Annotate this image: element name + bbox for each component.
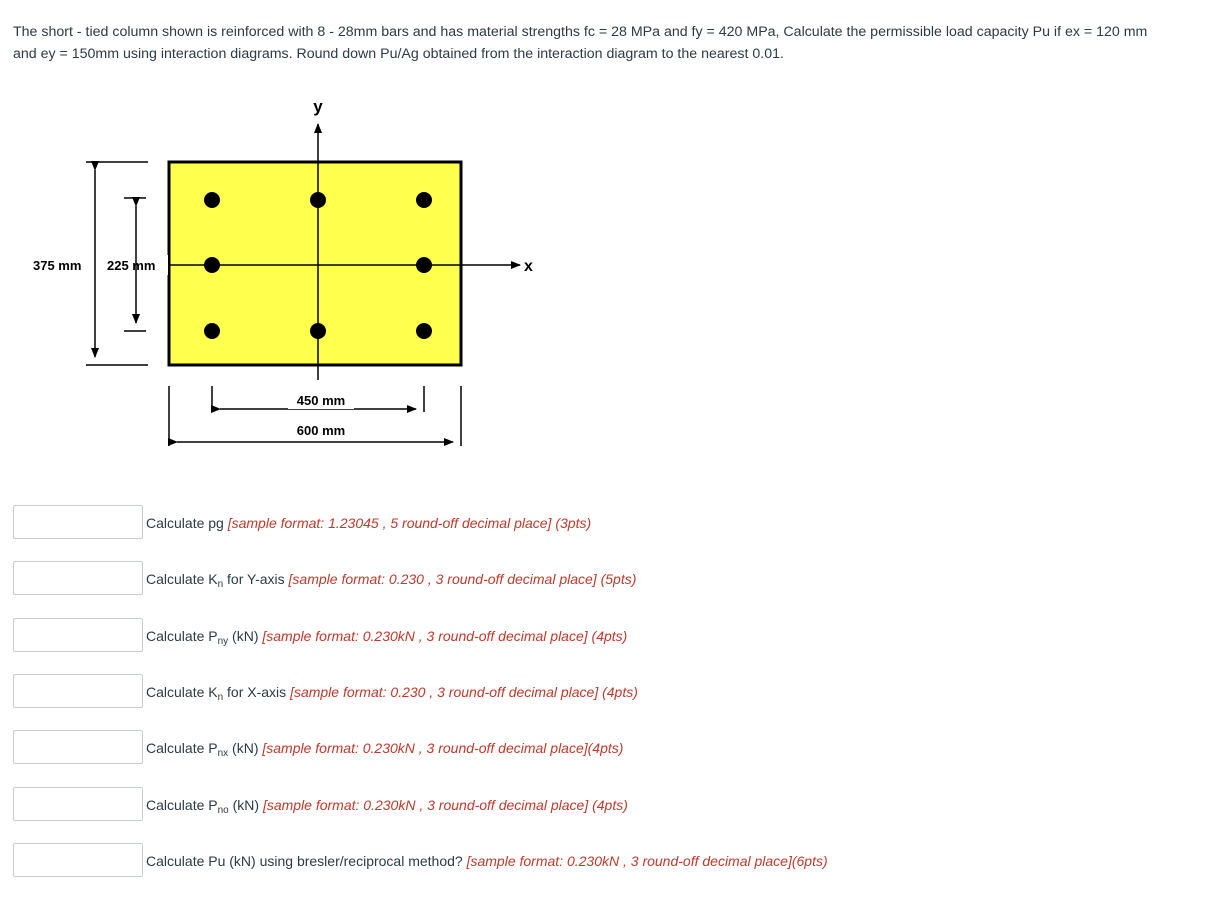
question-hint: [sample format: 0.230kN , 3 round-off decimal place](4pts) [262,740,624,756]
answer-input-kn-x[interactable] [13,674,143,708]
outer-width-label: 600 mm [296,423,346,438]
answer-input-pg[interactable] [13,505,143,539]
outer-height-label: 375 mm [33,258,82,273]
question-label: Calculate $P_{no}$ (kN) [sample format: 0.230kN , 3 round-off decimal place] (4pts) [146,797,628,816]
column-section-figure [0,90,620,470]
question-label: Calculate $P_{nx}$ (kN) [sample format: 0.230kN , 3 round-off decimal place](4pts) [146,740,624,759]
problem-line-2: and ey = 150mm using interaction diagrams. Round down Pu/Ag obtained from the interaction diagram to the nearest 0.01. [13,45,784,62]
answer-input-pny[interactable] [13,618,143,652]
question-row-kn-x [13,674,1193,710]
rebar [416,323,432,339]
answer-input-pu[interactable] [13,843,143,877]
answer-input-pno[interactable] [13,787,143,821]
question-hint: [sample format: 0.230 , 3 round-off decimal place] (4pts) [290,684,638,700]
question-row-pny [13,618,1193,654]
question-label: Calculate $P_{ny}$ (kN) [sample format: 0.230kN , 3 round-off decimal place] (4pts) [146,628,628,647]
rebar [204,323,220,339]
question-row-pnx [13,730,1193,766]
answer-input-kn-y[interactable] [13,561,143,595]
x-axis-label: x [524,258,533,275]
problem-line-1: The short - tied column shown is reinforced with 8 - 28mm bars and has material strengths fc = 28 MPa and fy = 420 MPa, Calculate the permissible load capacity Pu if ex = 120 mm [13,24,1148,40]
rebar [416,192,432,208]
question-row-pno [13,787,1193,823]
rebar [416,257,432,273]
rebar [204,257,220,273]
rebar [310,192,326,208]
question-hint: [sample format: 0.230kN , 3 round-off decimal place] (4pts) [262,628,628,644]
rebar [204,192,220,208]
question-label: Calculate Pu (kN) using bresler/reciprocal method? [sample format: 0.230kN , 3 round-off decimal place](6pts) [146,853,828,869]
rebar [310,323,326,339]
inner-width-label: 450 mm [296,393,346,408]
answer-input-pnx[interactable] [13,730,143,764]
question-row-pu [13,843,1193,879]
question-label: Calculate pg [sample format: 1.23045 , 5 round-off decimal place] (3pts) [146,515,592,531]
question-hint: [sample format: 0.230kN , 3 round-off decimal place] (4pts) [262,797,628,813]
problem-statement [13,22,1198,65]
question-row-pg [13,505,1193,541]
y-axis-label: y [313,97,323,116]
inner-height-label: 225 mm [107,258,156,273]
question-label: Calculate $K_n$ for X-axis [sample format: 0.230 , 3 round-off decimal place] (4pts) [146,684,638,703]
question-label: Calculate $K_n$ for Y-axis [sample format: 0.230 , 3 round-off decimal place] (5pts) [146,571,637,590]
question-hint: [sample format: 0.230kN , 3 round-off decimal place](6pts) [466,853,828,869]
question-hint: [sample format: 0.230 , 3 round-off decimal place] (5pts) [288,571,637,587]
question-row-kn-y [13,561,1193,597]
question-hint: [sample format: 1.23045 , 5 round-off decimal place] (3pts) [227,515,592,531]
